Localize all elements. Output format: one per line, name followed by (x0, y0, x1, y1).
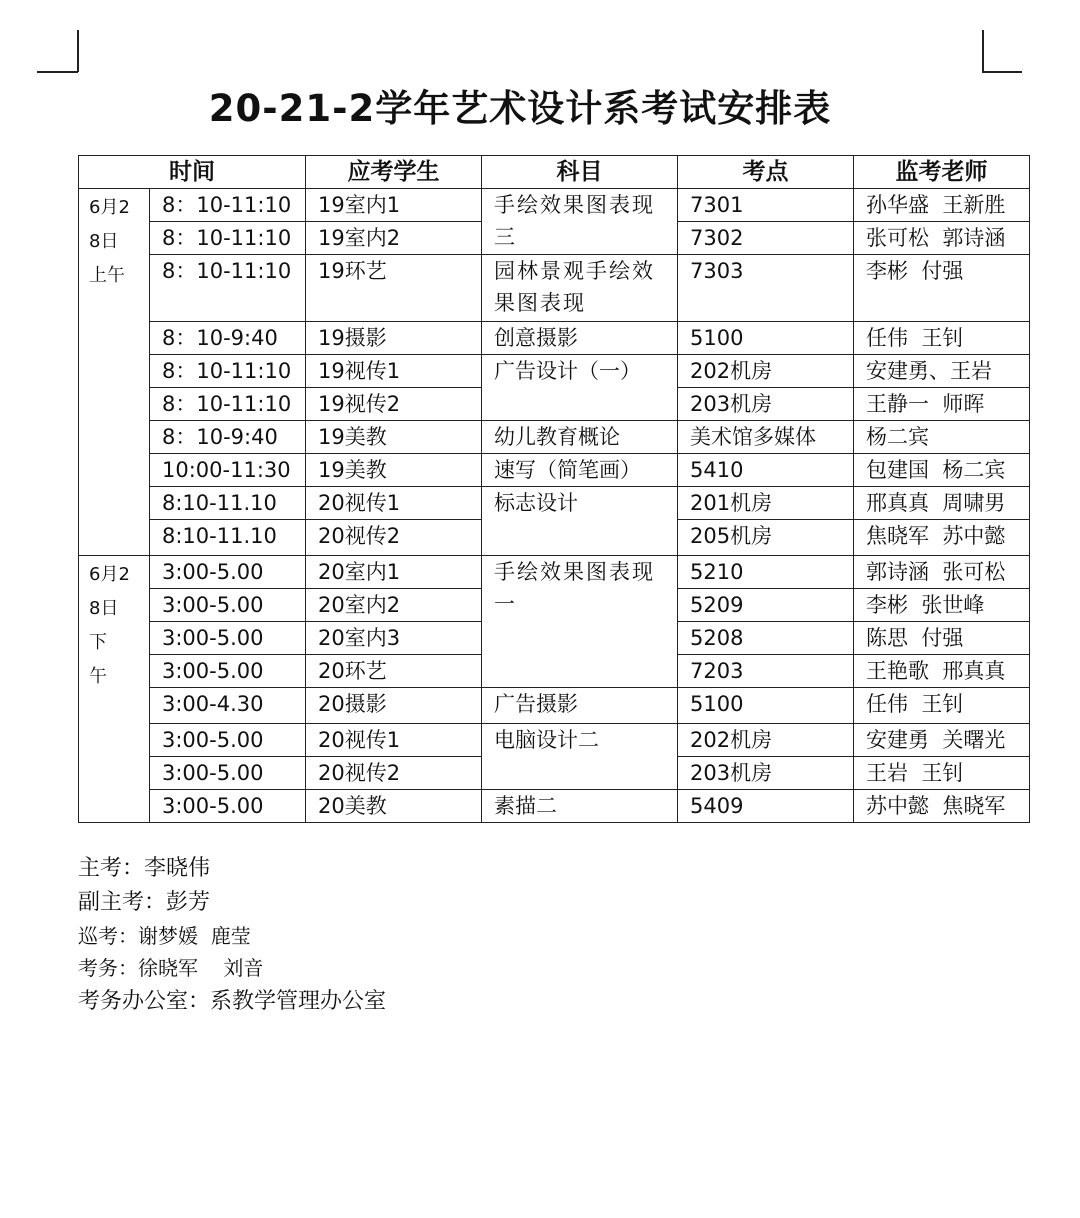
students-cell: 20室内2 (306, 589, 482, 622)
proctors-cell: 包建国 杨二宾 (854, 454, 1030, 487)
room-cell: 203机房 (678, 757, 854, 790)
room-cell: 5100 (678, 322, 854, 355)
room-cell: 201机房 (678, 487, 854, 520)
proctors-cell: 安建勇、王岩 (854, 355, 1030, 388)
students-cell: 20室内1 (306, 556, 482, 589)
proctors-cell: 陈思 付强 (854, 622, 1030, 655)
time-cell: 8:10-11.10 (150, 520, 306, 556)
table-row (79, 421, 1030, 454)
time-cell: 8：10-11:10 (150, 189, 306, 222)
room-cell: 205机房 (678, 520, 854, 556)
subject-cell: 手绘效果图表现一 (482, 556, 678, 688)
room-cell: 5409 (678, 790, 854, 823)
room-cell: 203机房 (678, 388, 854, 421)
students-cell: 20室内3 (306, 622, 482, 655)
students-cell: 20美教 (306, 790, 482, 823)
students-cell: 20视传2 (306, 520, 482, 556)
proctors-cell: 安建勇 关曙光 (854, 724, 1030, 757)
room-cell: 美术馆多媒体 (678, 421, 854, 454)
subject-cell: 创意摄影 (482, 322, 678, 355)
header-room: 考点 (678, 156, 854, 189)
room-cell: 5410 (678, 454, 854, 487)
time-cell: 3:00-5.00 (150, 655, 306, 688)
table-row (79, 790, 1030, 823)
students-cell: 19摄影 (306, 322, 482, 355)
proctors-cell: 王艳歌 邢真真 (854, 655, 1030, 688)
table-header-row (79, 156, 1030, 189)
room-cell: 202机房 (678, 724, 854, 757)
students-cell: 19室内1 (306, 189, 482, 222)
time-cell: 3:00-5.00 (150, 790, 306, 823)
crop-mark-top-left-horizontal (37, 71, 78, 73)
room-cell: 5208 (678, 622, 854, 655)
students-cell: 19室内2 (306, 222, 482, 255)
table-row (79, 487, 1030, 520)
room-cell: 7301 (678, 189, 854, 222)
subject-cell: 广告设计（一） (482, 355, 678, 421)
header-students: 应考学生 (306, 156, 482, 189)
time-cell: 8：10-11:10 (150, 355, 306, 388)
room-cell: 5210 (678, 556, 854, 589)
students-cell: 20环艺 (306, 655, 482, 688)
proctors-cell: 王岩 王钊 (854, 757, 1030, 790)
time-cell: 8：10-9:40 (150, 322, 306, 355)
time-cell: 3:00-5.00 (150, 589, 306, 622)
time-cell: 3:00-5.00 (150, 622, 306, 655)
room-cell: 7302 (678, 222, 854, 255)
date-morning: 6月2 8日 上午 (79, 189, 150, 556)
time-cell: 8：10-9:40 (150, 421, 306, 454)
students-cell: 20视传1 (306, 724, 482, 757)
time-cell: 3:00-5.00 (150, 724, 306, 757)
proctors-cell: 郭诗涵 张可松 (854, 556, 1030, 589)
subject-cell: 电脑设计二 (482, 724, 678, 790)
proctors-cell: 李彬 付强 (854, 255, 1030, 322)
proctors-cell: 杨二宾 (854, 421, 1030, 454)
subject-cell: 手绘效果图表现三 (482, 189, 678, 255)
exam-schedule-table (78, 155, 1030, 823)
table-row (79, 556, 1030, 589)
patrol-examiners: 巡考：谢梦媛 鹿莹 (78, 924, 251, 948)
room-cell: 7203 (678, 655, 854, 688)
room-cell: 202机房 (678, 355, 854, 388)
proctors-cell: 任伟 王钊 (854, 688, 1030, 724)
time-cell: 3:00-4.30 (150, 688, 306, 724)
time-cell: 8:10-11.10 (150, 487, 306, 520)
time-cell: 8：10-11:10 (150, 255, 306, 322)
time-cell: 3:00-5.00 (150, 556, 306, 589)
time-cell: 8：10-11:10 (150, 388, 306, 421)
subject-cell: 素描二 (482, 790, 678, 823)
students-cell: 19视传2 (306, 388, 482, 421)
exam-staff-notes (78, 852, 386, 1020)
exam-affairs: 考务：徐晓军 刘音 (78, 956, 264, 980)
proctors-cell: 孙华盛 王新胜 (854, 189, 1030, 222)
table-row (79, 688, 1030, 724)
table-row (79, 454, 1030, 487)
time-cell: 3:00-5.00 (150, 757, 306, 790)
proctors-cell: 任伟 王钊 (854, 322, 1030, 355)
table-row (79, 189, 1030, 222)
room-cell: 5100 (678, 688, 854, 724)
exam-office: 考务办公室：系教学管理办公室 (78, 989, 387, 1014)
crop-mark-top-right-vertical (982, 30, 984, 72)
subject-cell: 速写（简笔画） (482, 454, 678, 487)
proctors-cell: 邢真真 周啸男 (854, 487, 1030, 520)
chief-examiner: 主考：李晓伟 (78, 856, 211, 881)
proctors-cell: 苏中懿 焦晓军 (854, 790, 1030, 823)
crop-mark-top-right-horizontal (982, 71, 1022, 73)
crop-mark-top-left-vertical (77, 30, 79, 72)
time-cell: 8：10-11:10 (150, 222, 306, 255)
students-cell: 20摄影 (306, 688, 482, 724)
proctors-cell: 李彬 张世峰 (854, 589, 1030, 622)
students-cell: 20视传1 (306, 487, 482, 520)
table-row (79, 724, 1030, 757)
students-cell: 19视传1 (306, 355, 482, 388)
students-cell: 20视传2 (306, 757, 482, 790)
table-row (79, 322, 1030, 355)
subject-cell: 标志设计 (482, 487, 678, 556)
deputy-examiner: 副主考：彭芳 (78, 890, 211, 915)
table-row (79, 255, 1030, 322)
students-cell: 19美教 (306, 421, 482, 454)
time-cell: 10:00-11:30 (150, 454, 306, 487)
date-afternoon: 6月2 8日 下 午 (79, 556, 150, 823)
room-cell: 7303 (678, 255, 854, 322)
subject-cell: 广告摄影 (482, 688, 678, 724)
subject-cell: 园林景观手绘效果图表现 (482, 255, 678, 322)
header-subject: 科目 (482, 156, 678, 189)
table-row (79, 355, 1030, 388)
proctors-cell: 张可松 郭诗涵 (854, 222, 1030, 255)
proctors-cell: 焦晓军 苏中懿 (854, 520, 1030, 556)
document-title: 20-21-2学年艺术设计系考试安排表 (208, 87, 832, 130)
proctors-cell: 王静一 师晖 (854, 388, 1030, 421)
students-cell: 19美教 (306, 454, 482, 487)
header-proctors: 监考老师 (854, 156, 1030, 189)
header-time: 时间 (79, 156, 306, 189)
subject-cell: 幼儿教育概论 (482, 421, 678, 454)
students-cell: 19环艺 (306, 255, 482, 322)
room-cell: 5209 (678, 589, 854, 622)
